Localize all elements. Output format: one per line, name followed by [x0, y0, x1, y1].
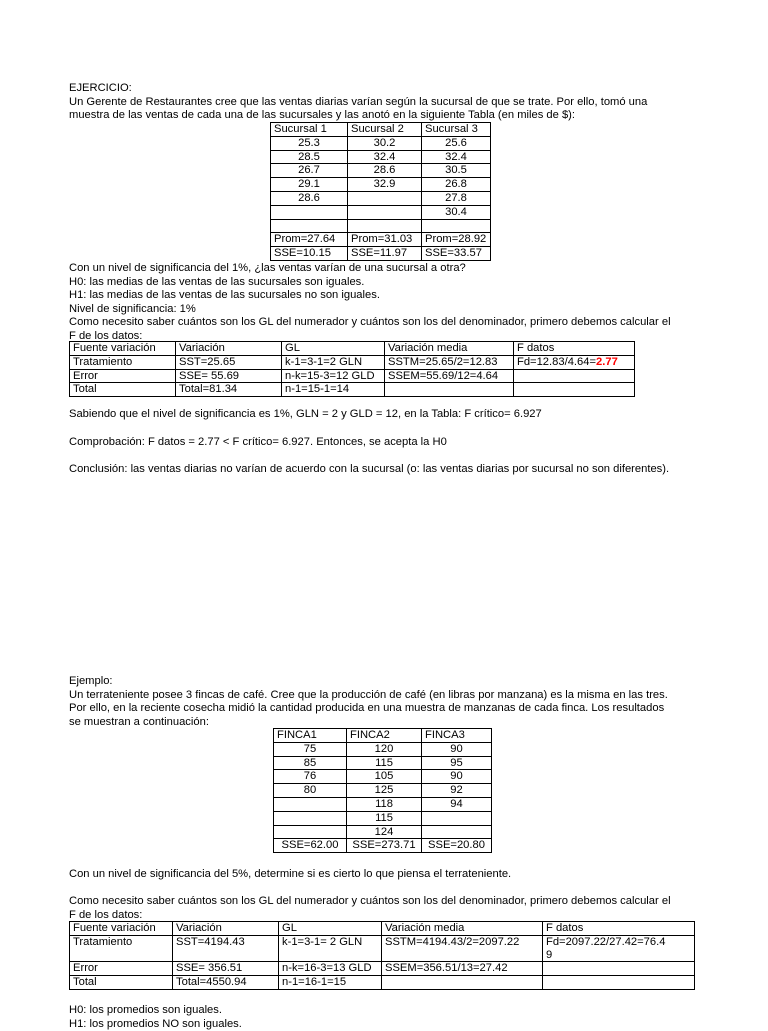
table-row [70, 962, 695, 976]
table-row [70, 355, 635, 369]
table-cell: 85 [274, 756, 347, 770]
table-cell: SSEM=356.51/13=27.42 [382, 962, 543, 976]
gl-explanation-line: Como necesito saber cuántos son los GL del numerador y cuántos son los del denominador, primero debemos calcular el [69, 316, 671, 329]
table-cell: 9 [543, 949, 695, 962]
column-header: Variación media [382, 922, 543, 936]
h1-text: H1: las medias de las ventas de las sucursales no son iguales. [69, 289, 380, 302]
f-datos-cell [514, 355, 635, 369]
table-cell: k-1=3-1=2 GLN [282, 355, 385, 369]
table-cell: 115 [347, 756, 422, 770]
table-row [70, 976, 695, 990]
table-cell: Prom=27.64 [271, 233, 348, 247]
table-cell: 32.4 [348, 150, 422, 164]
table-row [274, 784, 492, 798]
table-cell: 27.8 [422, 191, 491, 205]
table-cell: 95 [422, 756, 492, 770]
table-cell: Total [70, 976, 173, 990]
table-cell: k-1=3-1= 2 GLN [279, 935, 382, 948]
example-hypothesis-block [69, 1004, 709, 1031]
table-cell: SST=25.65 [176, 355, 282, 369]
f-datos-formula: Fd=12.83/4.64= [517, 355, 597, 368]
table-cell: 26.8 [422, 178, 491, 192]
table-cell [514, 383, 635, 397]
table-cell: Prom=28.92 [422, 233, 491, 247]
table-cell: 80 [274, 784, 347, 798]
table-cell [422, 811, 492, 825]
table-cell: SSE= 55.69 [176, 369, 282, 383]
column-header: Variación [176, 342, 282, 356]
exercise-title: EJERCICIO: [69, 82, 132, 94]
table-cell [382, 949, 543, 962]
table-cell: 32.9 [348, 178, 422, 192]
table-cell: SSEM=55.69/12=4.64 [385, 369, 514, 383]
table-cell: SSE=20.80 [422, 839, 492, 853]
table-cell: 30.4 [422, 205, 491, 219]
hypothesis-block [69, 262, 709, 344]
table-cell: 28.5 [271, 150, 348, 164]
example-gl-block [69, 895, 709, 922]
column-header: Sucursal 2 [348, 123, 422, 137]
table-row [271, 219, 491, 233]
table-cell [385, 383, 514, 397]
table-row [70, 949, 695, 962]
table-row [70, 369, 635, 383]
table-cell [70, 949, 173, 962]
example-intro-line: Un terrateniente posee 3 fincas de café. Cree que la producción de café (en libras por manzana) es la misma en las tres. [69, 688, 668, 701]
table-cell: 124 [347, 825, 422, 839]
table-cell [514, 369, 635, 383]
table-row [274, 825, 492, 839]
table-cell [271, 205, 348, 219]
table-cell: 32.4 [422, 150, 491, 164]
table-cell [543, 962, 695, 976]
column-header: FINCA1 [274, 729, 347, 743]
finca-data-table [273, 728, 492, 853]
column-header: F datos [514, 342, 635, 356]
example-intro-line: Por ello, en la reciente cosecha midió la cantidad producida en una muestra de manzanas de cada finca. Los resultados [69, 702, 665, 715]
table-cell: SSE=11.97 [348, 247, 422, 261]
table-cell: 30.5 [422, 164, 491, 178]
column-header: GL [282, 342, 385, 356]
table-cell: Error [70, 962, 173, 976]
anova-table-2 [69, 921, 695, 990]
table-row [274, 742, 492, 756]
table-row [271, 150, 491, 164]
table-cell [382, 976, 543, 990]
column-header: Variación [173, 922, 279, 936]
conclusion-block [69, 463, 709, 477]
table-cell [422, 825, 492, 839]
conclusion-text: Conclusión: las ventas diarias no varían de acuerdo con la sucursal (o: las ventas diarias por sucursal no son diferentes). [69, 463, 670, 475]
table-row [70, 935, 695, 948]
table-row [274, 811, 492, 825]
table-cell: 105 [347, 770, 422, 784]
gl-explanation-line: Como necesito saber cuántos son los GL del numerador y cuántos son los del denominador, primero debemos calcular el [69, 895, 671, 907]
column-header: FINCA2 [347, 729, 422, 743]
table-row [70, 383, 635, 397]
significance-text: Nivel de significancia: 1% [69, 302, 196, 315]
table-cell: SSTM=4194.43/2=2097.22 [382, 935, 543, 948]
example-2-intro [69, 675, 709, 729]
table-row [274, 797, 492, 811]
table-cell: 75 [274, 742, 347, 756]
table-row [274, 770, 492, 784]
table-cell [274, 797, 347, 811]
comprobacion-block [69, 436, 709, 450]
h1-text: H1: los promedios NO son iguales. [69, 1017, 242, 1030]
table-cell: Prom=31.03 [348, 233, 422, 247]
table-cell: 30.2 [348, 136, 422, 150]
f-datos-value: 2.77 [596, 355, 618, 368]
comprobacion-text: Comprobación: F datos = 2.77 < F crítico= 6.927. Entonces, se acepta la H0 [69, 436, 447, 448]
critical-value-text [69, 408, 709, 422]
table-cell: Tratamiento [70, 355, 176, 369]
exercise-intro-line: muestra de las ventas de cada una de las sucursales y las anotó en la siguiente Tabla (en miles de $): [69, 109, 576, 122]
table-header-row [274, 729, 492, 743]
table-cell [348, 191, 422, 205]
table-cell: 118 [347, 797, 422, 811]
table-cell: 115 [347, 811, 422, 825]
table-cell: n-k=16-3=13 GLD [279, 962, 382, 976]
table-row [271, 136, 491, 150]
table-cell: SSE= 356.51 [173, 962, 279, 976]
table-cell [279, 949, 382, 962]
table-cell: SSE=273.71 [347, 839, 422, 853]
table-cell: 92 [422, 784, 492, 798]
table-cell: n-1=16-1=15 [279, 976, 382, 990]
column-header: F datos [543, 922, 695, 936]
column-header: Fuente variación [70, 342, 176, 356]
example-intro-line: se muestran a continuación: [69, 715, 209, 728]
h0-text: H0: los promedios son iguales. [69, 1004, 222, 1016]
table-cell: 25.3 [271, 136, 348, 150]
table-cell: Total=4550.94 [173, 976, 279, 990]
table-cell: 26.7 [271, 164, 348, 178]
exercise-intro-line: Un Gerente de Restaurantes cree que las ventas diarias varían según la sucursal de que se trate. Por ello, tomó una [69, 95, 648, 108]
table-cell [348, 205, 422, 219]
column-header: FINCA3 [422, 729, 492, 743]
table-row [271, 191, 491, 205]
table-cell: Error [70, 369, 176, 383]
table-cell: n-1=15-1=14 [282, 383, 385, 397]
table-cell: SST=4194.43 [173, 935, 279, 948]
table-row [274, 756, 492, 770]
table-cell: 90 [422, 742, 492, 756]
anova-table [69, 341, 635, 397]
table-cell: 28.6 [348, 164, 422, 178]
column-header: Fuente variación [70, 922, 173, 936]
table-cell: 76 [274, 770, 347, 784]
table-row [271, 164, 491, 178]
table-cell: 29.1 [271, 178, 348, 192]
table-cell: Tratamiento [70, 935, 173, 948]
example-question-block [69, 868, 709, 882]
exercise-1-intro [69, 82, 709, 123]
question-text: Con un nivel de significancia del 5%, determine si es cierto lo que piensa el terrateniente. [69, 868, 512, 880]
gl-explanation-line: F de los datos: [69, 908, 143, 921]
table-row-sse [274, 839, 492, 853]
table-row [271, 178, 491, 192]
table-cell: 28.6 [271, 191, 348, 205]
table-cell: n-k=15-3=12 GLD [282, 369, 385, 383]
sucursal-data-table [270, 122, 491, 261]
table-cell: 125 [347, 784, 422, 798]
table-cell: 90 [422, 770, 492, 784]
table-cell: Total=81.34 [176, 383, 282, 397]
critical-text: Sabiendo que el nivel de significancia es 1%, GLN = 2 y GLD = 12, en la Tabla: F crítico= 6.927 [69, 408, 542, 420]
table-row-prom [271, 233, 491, 247]
table-cell: SSE=33.57 [422, 247, 491, 261]
question-text: Con un nivel de significancia del 1%, ¿las ventas varían de una sucursal a otra? [69, 262, 466, 274]
table-cell: Total [70, 383, 176, 397]
table-cell: SSTM=25.65/2=12.83 [385, 355, 514, 369]
table-cell: 25.6 [422, 136, 491, 150]
gl-explanation-line: F de los datos: [69, 329, 143, 342]
column-header: GL [279, 922, 382, 936]
table-cell: 120 [347, 742, 422, 756]
table-cell: Fd=2097.22/27.42=76.4 [543, 935, 695, 948]
h0-text: H0: las medias de las ventas de las sucursales son iguales. [69, 275, 365, 288]
table-cell: 94 [422, 797, 492, 811]
column-header: Sucursal 1 [271, 123, 348, 137]
table-cell: SSE=10.15 [271, 247, 348, 261]
table-cell [543, 976, 695, 990]
table-cell [173, 949, 279, 962]
table-cell [274, 811, 347, 825]
table-header-row [271, 123, 491, 137]
table-cell [274, 825, 347, 839]
table-cell: SSE=62.00 [274, 839, 347, 853]
table-header-row [70, 342, 635, 356]
example-title: Ejemplo: [69, 675, 113, 687]
table-row [271, 205, 491, 219]
column-header: Variación media [385, 342, 514, 356]
table-row-sse [271, 247, 491, 261]
column-header: Sucursal 3 [422, 123, 491, 137]
table-header-row [70, 922, 695, 936]
